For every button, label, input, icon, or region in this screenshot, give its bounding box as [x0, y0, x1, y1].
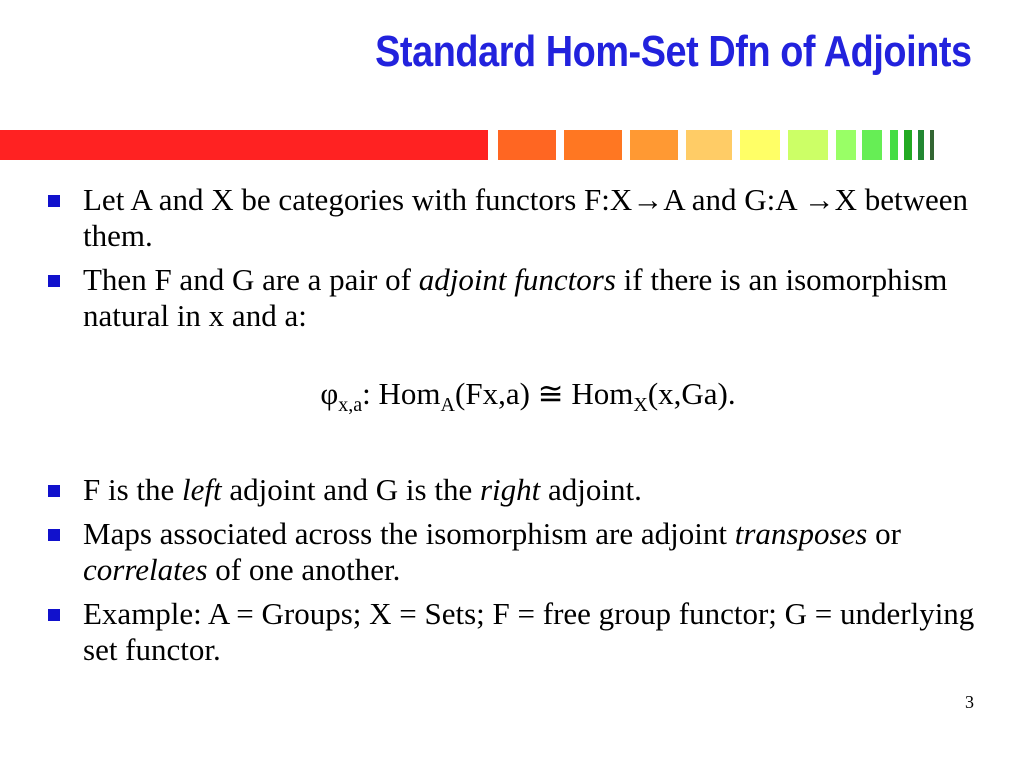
deco-bar-segment [630, 130, 678, 160]
formula-hom-x-subscript: X [633, 394, 648, 416]
deco-bar-segment [862, 130, 882, 160]
square-bullet-icon [48, 275, 60, 287]
deco-bar-segment [740, 130, 780, 160]
bullet-text: or [867, 516, 901, 551]
deco-bar-segment [788, 130, 828, 160]
page-number: 3 [965, 692, 974, 712]
bullet-text: Then F and G are a pair of [83, 262, 419, 297]
bullet-item [48, 516, 988, 588]
deco-bar-segment [918, 130, 924, 160]
bullet-emphasis: correlates [83, 552, 208, 587]
deco-bar-segment [890, 130, 898, 160]
deco-bar-segment [904, 130, 912, 160]
square-bullet-icon [48, 529, 60, 541]
square-bullet-icon [48, 195, 60, 207]
formula-hom-a: : Hom [362, 376, 441, 411]
bullet-text: F is the [83, 472, 183, 507]
bullet-emphasis: left [182, 472, 222, 507]
bullet-text: adjoint and G is the [221, 472, 480, 507]
formula-hom-a-subscript: A [440, 394, 455, 416]
formula-phi-subscript: x,a [338, 394, 363, 416]
bullet-text: adjoint. [540, 472, 642, 507]
formula-phi: φ [320, 376, 339, 411]
bullet-emphasis: right [479, 472, 541, 507]
bullet-emphasis: transposes [734, 516, 868, 551]
isomorphism-formula [48, 376, 988, 416]
slide-body [48, 182, 988, 676]
deco-bar-segment [0, 130, 488, 160]
bullet-text: if there is an isomorphism natural in x and a: [83, 262, 948, 333]
slide-title [278, 28, 972, 76]
bullet-text: Maps associated across the isomorphism are adjoint [83, 516, 735, 551]
deco-bar-segment [836, 130, 856, 160]
slide-title-text: Standard Hom-Set Dfn of Adjoints [375, 27, 972, 76]
square-bullet-icon [48, 609, 60, 621]
bullet-text: Let A and X be categories with functors F:X→A and G:A →X between them. [83, 182, 969, 253]
deco-bar-segment [686, 130, 732, 160]
bullet-item [48, 262, 988, 334]
deco-bar-segment [498, 130, 556, 160]
bullet-text: Example: A = Groups; X = Sets; F = free group functor; G = underlying set functor. [83, 596, 975, 667]
bullet-text: of one another. [207, 552, 401, 587]
bullet-item [48, 596, 988, 668]
deco-bar-segment [930, 130, 934, 160]
bullet-item [48, 182, 988, 254]
square-bullet-icon [48, 485, 60, 497]
formula-middle: (Fx,a) ≅ Hom [455, 376, 634, 411]
deco-bar-segment [564, 130, 622, 160]
bullet-emphasis: adjoint functors [418, 262, 616, 297]
bullet-item [48, 472, 988, 508]
formula-end: (x,Ga). [647, 376, 736, 411]
